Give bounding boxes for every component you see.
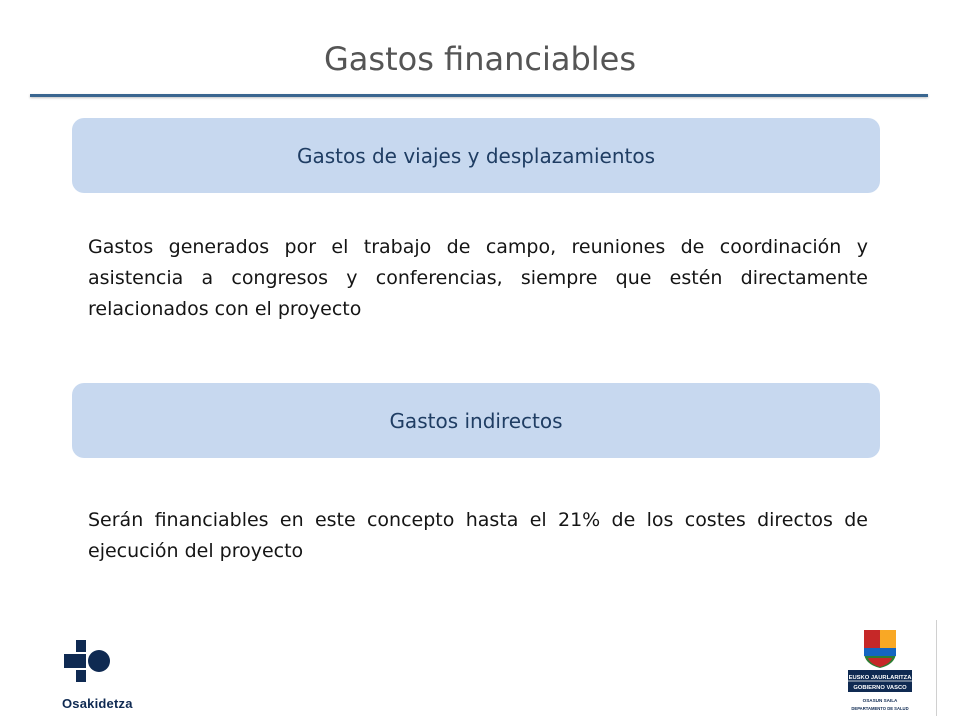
section-heading-indirect bbox=[72, 383, 880, 458]
logo-line-4: DEPARTAMENTO DE SALUD bbox=[851, 706, 909, 711]
osakidetza-logo bbox=[62, 638, 182, 714]
section-text-indirect: Serán financiables en este concepto hasta el 21% de los costes directos de ejecución del proyecto bbox=[88, 509, 868, 562]
osakidetza-symbol-icon bbox=[62, 638, 122, 690]
logo-line-1: EUSKO JAURLARITZA bbox=[848, 675, 912, 681]
gobierno-vasco-logo bbox=[838, 626, 922, 716]
osakidetza-wordmark: Osakidetza bbox=[62, 696, 133, 711]
section-heading-indirect-label: Gastos indirectos bbox=[389, 408, 563, 433]
section-heading-travel bbox=[72, 118, 880, 193]
section-text-travel: Gastos generados por el trabajo de campo, reuniones de coordinación y asistencia a congresos y conferencias, siempre que estén directamente relacionados con el proyecto bbox=[88, 236, 868, 320]
title-divider bbox=[30, 94, 928, 97]
logo-line-2: GOBIERNO VASCO bbox=[853, 685, 907, 691]
slide-title: Gastos financiables bbox=[323, 40, 637, 78]
section-heading-travel-label: Gastos de viajes y desplazamientos bbox=[296, 143, 656, 168]
gobierno-vasco-shield-icon bbox=[838, 626, 922, 716]
logo-line-3: OSASUN SAILA bbox=[862, 698, 898, 703]
logo-divider bbox=[936, 620, 937, 716]
